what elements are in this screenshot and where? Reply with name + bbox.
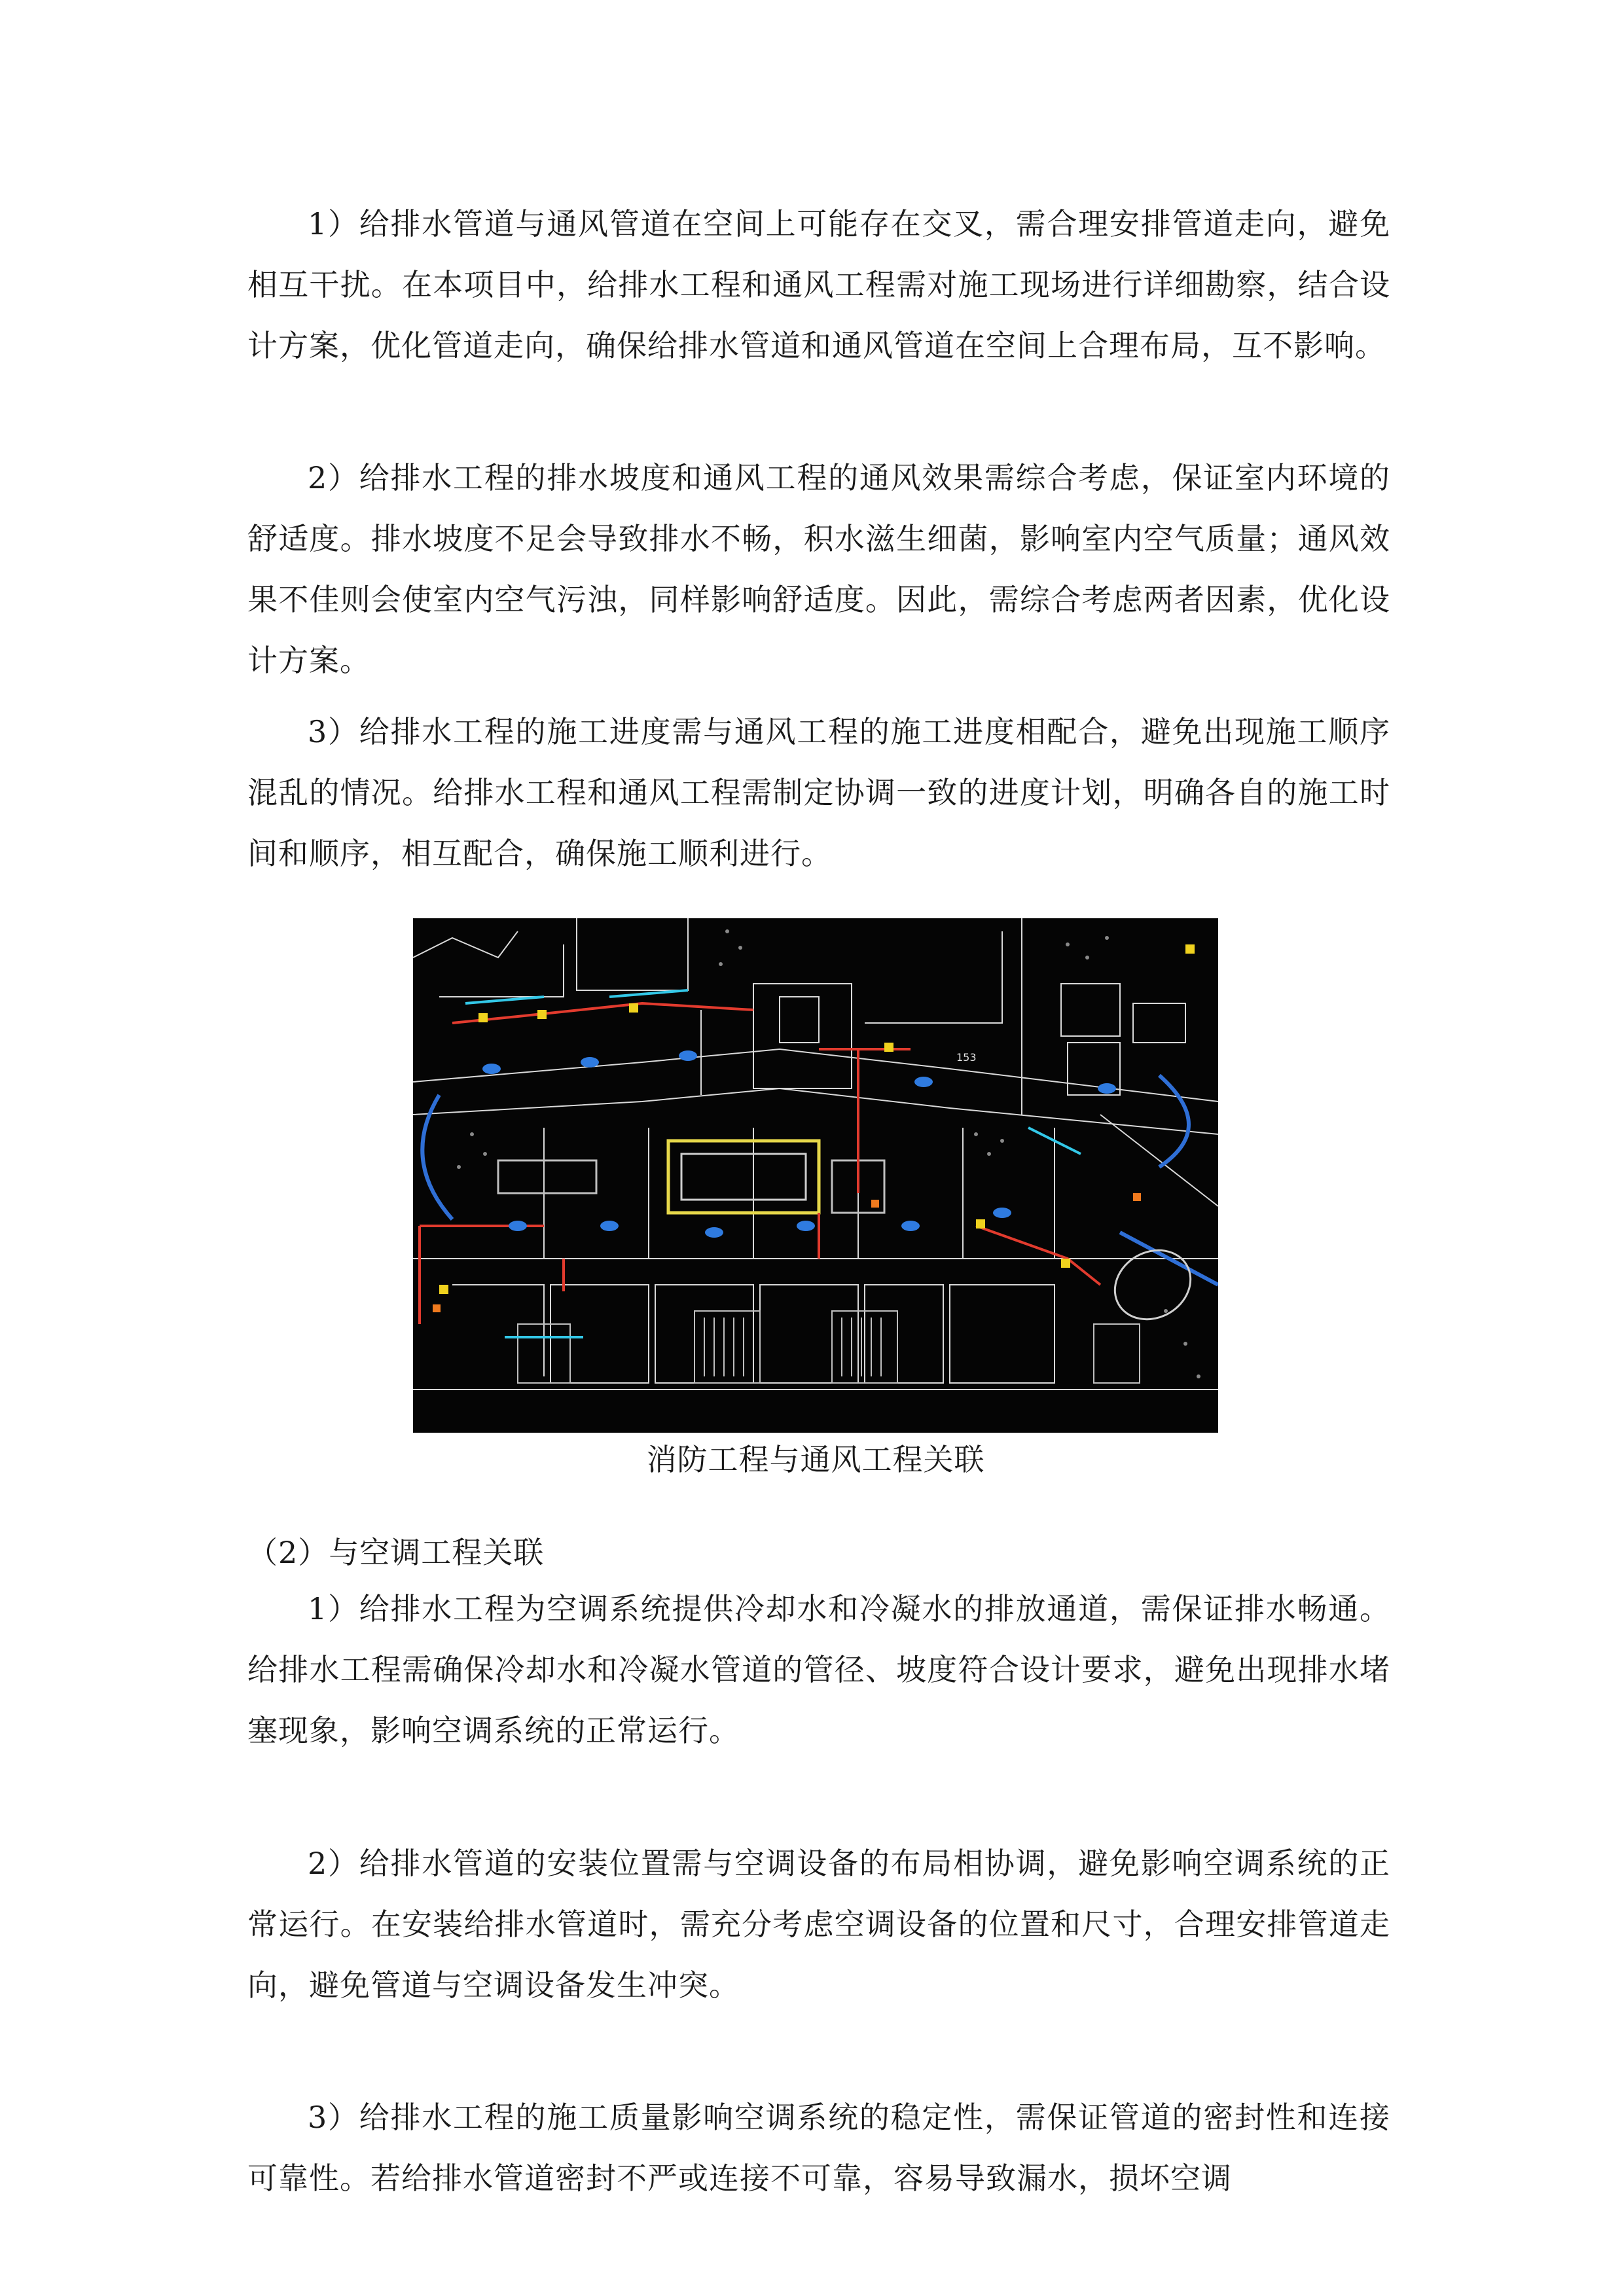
plan-label: 153 [956, 1051, 977, 1064]
section-heading: （2）与空调工程关联 [247, 1535, 545, 1570]
paragraph-schedule-coordination: 3）给排水工程的施工进度需与通风工程的施工进度相配合，避免出现施工顺序混乱的情况。给排水工程和通风工程需制定协调一致的进度计划，明确各自的施工时间和顺序，相互配合，确保施工顺利进行。 [247, 714, 1390, 871]
paragraph-equipment-layout: 2）给排水管道的安装位置需与空调设备的布局相协调，避免影响空调系统的正常运行。在安装给排水管道时，需充分考虑空调设备的位置和尺寸，合理安排管道走向，避免管道与空调设备发生冲突。 [247, 1846, 1390, 2003]
cad-floor-plan-figure [413, 918, 1218, 1433]
cad-floor-plan-drawing [413, 918, 1218, 1433]
paragraph-pipe-crossing: 1）给排水管道与通风管道在空间上可能存在交叉，需合理安排管道走向，避免相互干扰。在本项目中，给排水工程和通风工程需对施工现场进行详细勘察，结合设计方案，优化管道走向，确保给排水管道和通风管道在空间上合理布局，互不影响。 [247, 206, 1390, 363]
paragraph-drainage-ventilation: 2）给排水工程的排水坡度和通风工程的通风效果需综合考虑，保证室内环境的舒适度。排水坡度不足会导致排水不畅，积水滋生细菌，影响室内空气质量；通风效果不佳则会使室内空气污浊，同样影响舒适度。因此，需综合考虑两者因素，优化设计方案。 [247, 460, 1390, 678]
paragraph-condensate-drainage: 1）给排水工程为空调系统提供冷却水和冷凝水的排放通道，需保证排水畅通。给排水工程需确保冷却水和冷凝水管道的管径、坡度符合设计要求，避免出现排水堵塞现象，影响空调系统的正常运行。 [247, 1591, 1390, 1748]
figure-caption: 消防工程与通风工程关联 [646, 1442, 985, 1477]
paragraph-seal-quality: 3）给排水工程的施工质量影响空调系统的稳定性，需保证管道的密封性和连接可靠性。若给排水管道密封不严或连接不可靠，容易导致漏水，损坏空调 [247, 2100, 1390, 2196]
